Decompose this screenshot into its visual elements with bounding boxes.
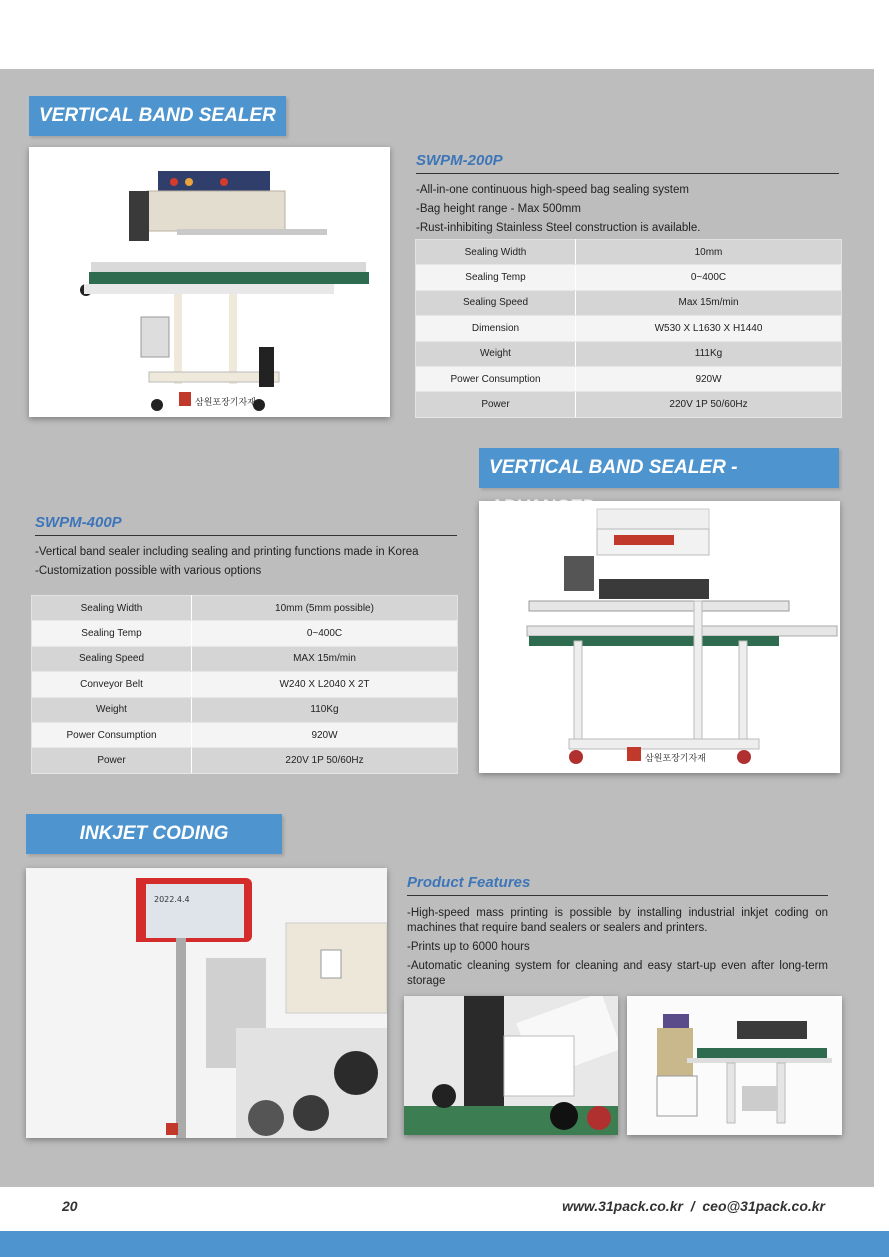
spec-value: MAX 15m/min <box>192 646 458 671</box>
spec-value: 920W <box>192 722 458 747</box>
section-banner-inkjet-coding: INKJET CODING <box>26 814 282 854</box>
spec-label: Sealing Width <box>32 596 192 621</box>
spec-value: 10mm (5mm possible) <box>192 596 458 621</box>
spec-value: W530 X L1630 X H1440 <box>576 316 842 341</box>
spec-value: 0~400C <box>192 621 458 646</box>
model-title-rule <box>35 535 457 536</box>
spec-label: Power Consumption <box>416 366 576 391</box>
section-banner-vertical-band-sealer-advanced: VERTICAL BAND SEALER - <box>479 448 839 488</box>
svg-text:삼원포장기자재: 삼원포장기자재 <box>645 754 706 764</box>
inkjet-photo-detail <box>404 996 618 1135</box>
table-row <box>32 722 458 747</box>
model-title-swpm-400p: SWPM-400P <box>35 514 122 531</box>
table-row <box>416 366 842 391</box>
spec-label: Power Consumption <box>32 722 192 747</box>
spec-value: 111Kg <box>576 341 842 366</box>
section-banner-vertical-band-sealer: VERTICAL BAND SEALER <box>29 96 286 136</box>
product-features-heading: Product Features <box>407 874 531 891</box>
spec-value: W240 X L2040 X 2T <box>192 672 458 697</box>
page-number: 20 <box>62 1198 78 1214</box>
spec-label: Dimension <box>416 316 576 341</box>
inkjet-with-band-sealer-illustration <box>627 996 842 1135</box>
inkjet-photo-with-sealer <box>627 996 842 1135</box>
svg-text:삼원포장기자재: 삼원포장기자재 <box>195 398 256 408</box>
table-row <box>32 621 458 646</box>
model-title-swpm-200p: SWPM-200P <box>416 152 503 169</box>
feature-item: -High-speed mass printing is possible by installing industrial inkjet coding on machines that require band sealers or sealers and printers. <box>407 907 828 934</box>
table-row <box>32 672 458 697</box>
spec-value: 920W <box>576 366 842 391</box>
spec-label: Weight <box>416 341 576 366</box>
inkjet-head-on-conveyor-illustration <box>404 996 618 1135</box>
advanced-band-sealer-illustration <box>479 501 840 773</box>
feature-item: -Bag height range - Max 500mm <box>416 203 581 215</box>
feature-item: -Vertical band sealer including sealing and printing functions made in Korea <box>35 546 419 558</box>
spec-label: Conveyor Belt <box>32 672 192 697</box>
table-row <box>416 240 842 265</box>
feature-item: -Prints up to 6000 hours <box>407 941 530 953</box>
model-title-rule <box>416 173 839 174</box>
spec-value: 10mm <box>576 240 842 265</box>
spec-value: 220V 1P 50/60Hz <box>576 392 842 417</box>
table-row <box>32 646 458 671</box>
spec-label: Sealing Temp <box>416 265 576 290</box>
table-row <box>416 341 842 366</box>
inkjet-feature-list <box>407 906 828 993</box>
spec-label: Sealing Speed <box>416 290 576 315</box>
inkjet-printer-closeup-illustration <box>26 868 387 1138</box>
product-photo-swpm-400p <box>479 501 840 773</box>
feature-item: -All-in-one continuous high-speed bag sealing system <box>416 184 689 196</box>
footer-contact: www.31pack.co.kr / ceo@31pack.co.kr <box>562 1198 825 1214</box>
table-row <box>32 697 458 722</box>
feature-item: -Customization possible with various options <box>35 565 262 577</box>
spec-label: Sealing Width <box>416 240 576 265</box>
feature-list-swpm-200p <box>416 181 839 238</box>
spec-label: Sealing Speed <box>32 646 192 671</box>
product-photo-swpm-200p <box>29 147 390 417</box>
inkjet-photo-main <box>26 868 387 1138</box>
table-row <box>32 748 458 773</box>
table-row <box>416 392 842 417</box>
spec-table-swpm-400p <box>31 595 458 774</box>
spec-label: Weight <box>32 697 192 722</box>
spec-value: 0~400C <box>576 265 842 290</box>
spec-value: 110Kg <box>192 697 458 722</box>
spec-table-swpm-200p <box>415 239 842 418</box>
svg-text:2022.4.4: 2022.4.4 <box>154 895 190 904</box>
feature-list-swpm-400p <box>35 543 465 581</box>
table-row <box>416 290 842 315</box>
band-sealer-illustration <box>29 147 390 417</box>
spec-label: Power <box>32 748 192 773</box>
table-row <box>416 316 842 341</box>
table-row <box>416 265 842 290</box>
spec-value: Max 15m/min <box>576 290 842 315</box>
table-row <box>32 596 458 621</box>
feature-item: -Automatic cleaning system for cleaning and easy start-up even after long-term storage <box>407 960 828 987</box>
footer-bar <box>0 1231 889 1257</box>
feature-item: -Rust-inhibiting Stainless Steel construction is available. <box>416 222 701 234</box>
spec-value: 220V 1P 50/60Hz <box>192 748 458 773</box>
spec-label: Sealing Temp <box>32 621 192 646</box>
heading-rule <box>407 895 828 896</box>
spec-label: Power <box>416 392 576 417</box>
